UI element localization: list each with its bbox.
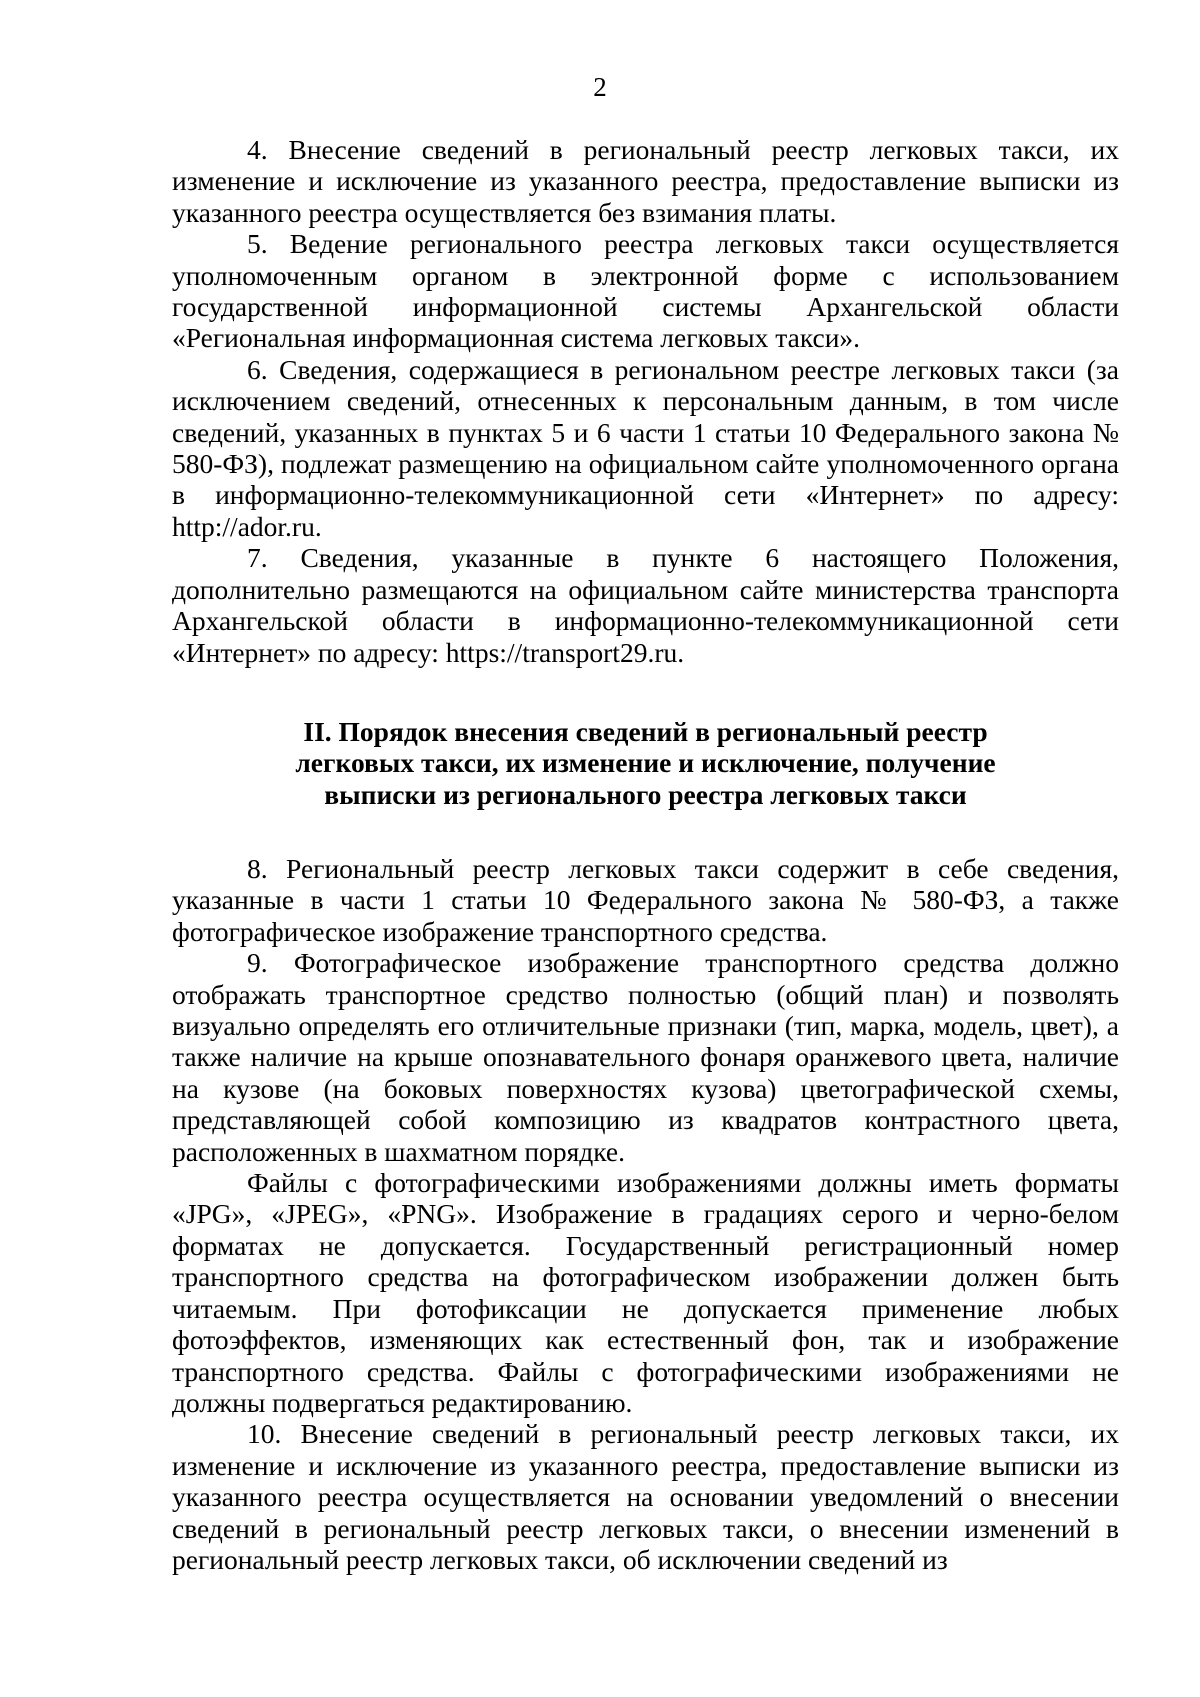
section-2-heading [172,716,1119,810]
paragraph-10: 10. Внесение сведений в региональный реестр легковых такси, их изменение и исключение из указанного реестра, предоставление выписки из указанного реестра осуществляется на основании уведомлений о внесении сведений в региональный реестр легковых такси, о внесении изменений в региональный реестр легковых такси, об исключении сведений из [172,1418,1119,1575]
paragraph-8: 8. Региональный реестр легковых такси содержит в себе сведения, указанные в части 1 статьи 10 Федерального закона № 580-ФЗ, а также фотографическое изображение транспортного средства. [172,853,1119,947]
section-1-body [172,134,1119,668]
section-2-heading-line-1: II. Порядок внесения сведений в региональный реестр [303,716,988,747]
section-2-body [172,853,1119,1575]
paragraph-9: 9. Фотографическое изображение транспортного средства должно отображать транспортное средство полностью (общий план) и позволять визуально определять его отличительные признаки (тип, марка, модель, цвет), а также наличие на крыше опознавательного фонаря оранжевого цвета, наличие на кузове (на боковых поверхностях кузова) цветографической схемы, представляющей собой композицию из квадратов контрастного цвета, расположенных в шахматном порядке. [172,947,1119,1167]
section-2-heading-line-2: легковых такси, их изменение и исключение, получение [295,747,996,779]
paragraph-6: 6. Сведения, содержащиеся в региональном реестре легковых такси (за исключением сведений, отнесенных к персональным данным, в том числе сведений, указанных в пунктах 5 и 6 части 1 статьи 10 Федерального закона № 580-ФЗ), подлежат размещению на официальном сайте уполномоченного органа в информационно-телекоммуникационной сети «Интернет» по адресу: http://ador.ru. [172,353,1119,542]
paragraph-5: 5. Ведение регионального реестра легковых такси осуществляется уполномоченным органом в электронной форме с использованием государственной информационной системы Архангельской области «Региональная информационная система легковых такси». [172,228,1119,354]
paragraph-4: 4. Внесение сведений в региональный реестр легковых такси, их изменение и исключение из указанного реестра, предоставление выписки из указанного реестра осуществляется без взимания платы. [172,134,1119,228]
page-number: 2 [593,72,607,102]
paragraph-7: 7. Сведения, указанные в пункте 6 настоящего Положения, дополнительно размещаются на официальном сайте министерства транспорта Архангельской области в информационно-телекоммуникационной сети «Интернет» по адресу: https://transport29.ru. [172,542,1119,668]
section-2-heading-line-3: выписки из регионального реестра легковых такси [324,778,967,810]
paragraph-9-files: Файлы с фотографическими изображениями должны иметь форматы «JPG», «JPEG», «PNG». Изображение в градациях серого и черно-белом форматах не допускается. Государственный регистрационный номер транспортного средства на фотографическом изображении должен быть читаемым. При фотофиксации не допускается применение любых фотоэффектов, изменяющих как естественный фон, так и изображение транспортного средства. Файлы с фотографическими изображениями не должны подвергаться редактированию. [172,1167,1119,1418]
